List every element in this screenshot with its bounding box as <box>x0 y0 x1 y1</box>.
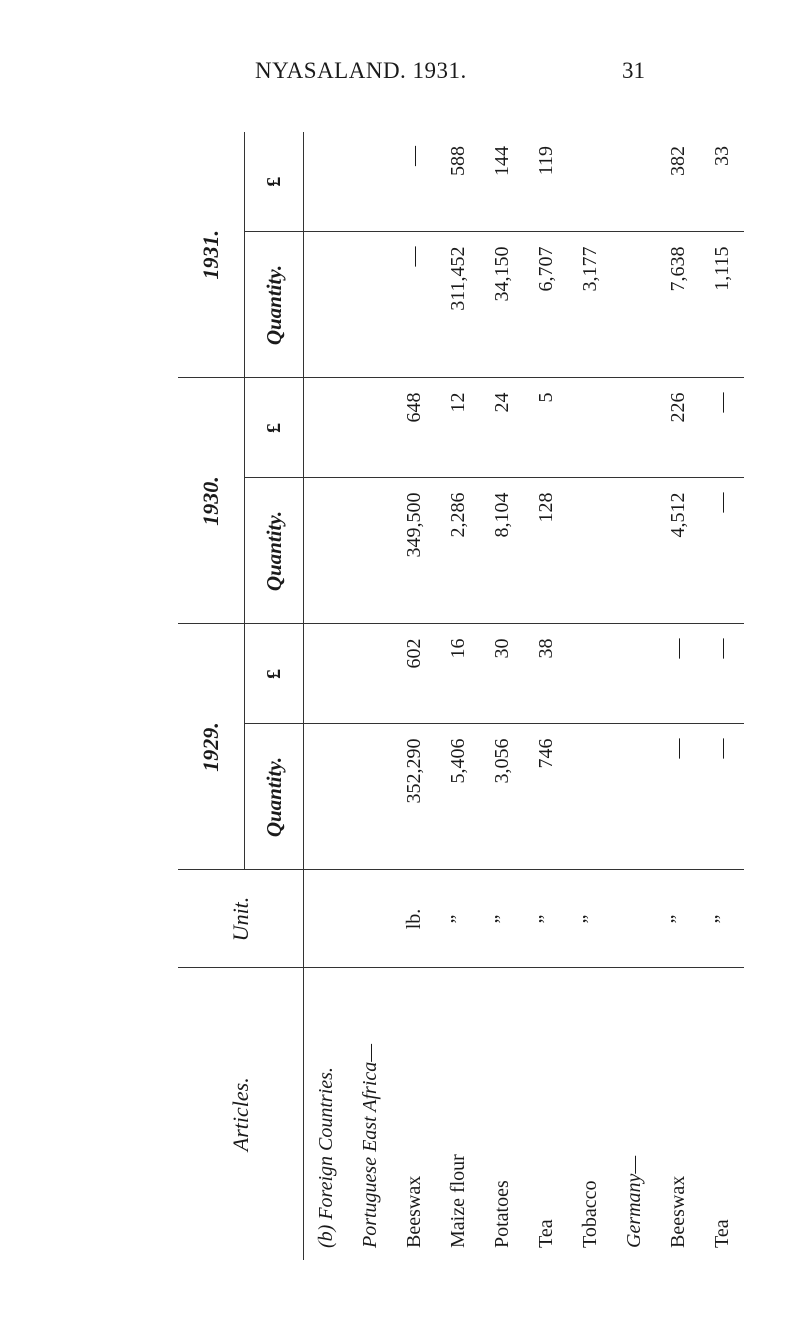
article-name: Maize flour <box>446 1154 469 1248</box>
section-row <box>304 132 349 1260</box>
quantity-header: Quantity. <box>245 478 304 624</box>
quantity-1930 <box>568 478 612 624</box>
quantity-1931: 1,115 <box>700 232 744 378</box>
value-header: £ <box>245 378 304 478</box>
value-1929: — <box>700 624 744 724</box>
quantity-1929: 3,056 <box>480 724 524 870</box>
value-1931: — <box>392 132 436 232</box>
quantity-header: Quantity. <box>245 232 304 378</box>
quantity-1931: 3,177 <box>568 232 612 378</box>
value-1930: 24 <box>480 378 524 478</box>
section-title: (b) Foreign Countries. <box>314 1067 337 1248</box>
quantity-1929: — <box>656 724 700 870</box>
article-name: Tea <box>710 1219 733 1248</box>
quantity-1931: 6,707 <box>524 232 568 378</box>
table-row <box>700 132 744 1260</box>
value-header: £ <box>245 624 304 724</box>
value-1929: 16 <box>436 624 480 724</box>
quantity-1929: 5,406 <box>436 724 480 870</box>
value-1930: 226 <box>656 378 700 478</box>
section-title: Portuguese East Africa— <box>358 1043 381 1248</box>
article-name: Tea <box>534 1219 557 1248</box>
article-name: Potatoes <box>490 1180 513 1248</box>
value-1931: 144 <box>480 132 524 232</box>
value-1930: 12 <box>436 378 480 478</box>
unit-cell: ” <box>480 870 524 968</box>
quantity-1930: 8,104 <box>480 478 524 624</box>
year-header-1931: 1931. <box>178 132 245 378</box>
section-row <box>348 132 392 1260</box>
year-header-1930: 1930. <box>178 378 245 624</box>
table-row <box>656 132 700 1260</box>
unit-cell: ” <box>656 870 700 968</box>
quantity-header: Quantity. <box>245 724 304 870</box>
quantity-1930: 349,500 <box>392 478 436 624</box>
quantity-1931: 7,638 <box>656 232 700 378</box>
article-name: Beeswax <box>402 1175 425 1248</box>
table-row <box>436 132 480 1260</box>
year-header-1929: 1929. <box>178 624 245 870</box>
value-1930: — <box>700 378 744 478</box>
value-1929 <box>568 624 612 724</box>
value-1931: 119 <box>524 132 568 232</box>
unit-cell: ” <box>524 870 568 968</box>
quantity-1930: 128 <box>524 478 568 624</box>
value-1931: 33 <box>700 132 744 232</box>
quantity-1931: 34,150 <box>480 232 524 378</box>
section-title: Germany— <box>622 1155 645 1248</box>
value-header: £ <box>245 132 304 232</box>
quantity-1930: 4,512 <box>656 478 700 624</box>
table-row <box>524 132 568 1260</box>
value-1929: 602 <box>392 624 436 724</box>
quantity-1930: 2,286 <box>436 478 480 624</box>
trade-table <box>178 132 744 1260</box>
unit-cell: lb. <box>392 870 436 968</box>
section-row <box>612 132 656 1260</box>
quantity-1930: — <box>700 478 744 624</box>
article-name: Tobacco <box>578 1180 601 1248</box>
unit-cell: ” <box>700 870 744 968</box>
value-1930: 5 <box>524 378 568 478</box>
unit-cell: ” <box>568 870 612 968</box>
value-1930: 648 <box>392 378 436 478</box>
quantity-1931: — <box>392 232 436 378</box>
articles-header: Articles. <box>178 968 304 1260</box>
value-1931 <box>568 132 612 232</box>
quantity-1929: 746 <box>524 724 568 870</box>
article-name: Beeswax <box>666 1175 689 1248</box>
quantity-1929: 352,290 <box>392 724 436 870</box>
table-row <box>480 132 524 1260</box>
value-1931: 588 <box>436 132 480 232</box>
page-number: 31 <box>622 58 645 83</box>
table-row <box>568 132 612 1260</box>
value-1929: 30 <box>480 624 524 724</box>
quantity-1931: 311,452 <box>436 232 480 378</box>
table-row <box>392 132 436 1260</box>
value-1931: 382 <box>656 132 700 232</box>
value-1930 <box>568 378 612 478</box>
quantity-1929: — <box>700 724 744 870</box>
unit-header: Unit. <box>178 870 304 968</box>
unit-cell: ” <box>436 870 480 968</box>
value-1929: — <box>656 624 700 724</box>
rotated-table-container <box>178 140 788 1260</box>
page-header <box>0 58 800 88</box>
running-title: NYASALAND. 1931. <box>255 58 467 83</box>
value-1929: 38 <box>524 624 568 724</box>
quantity-1929 <box>568 724 612 870</box>
